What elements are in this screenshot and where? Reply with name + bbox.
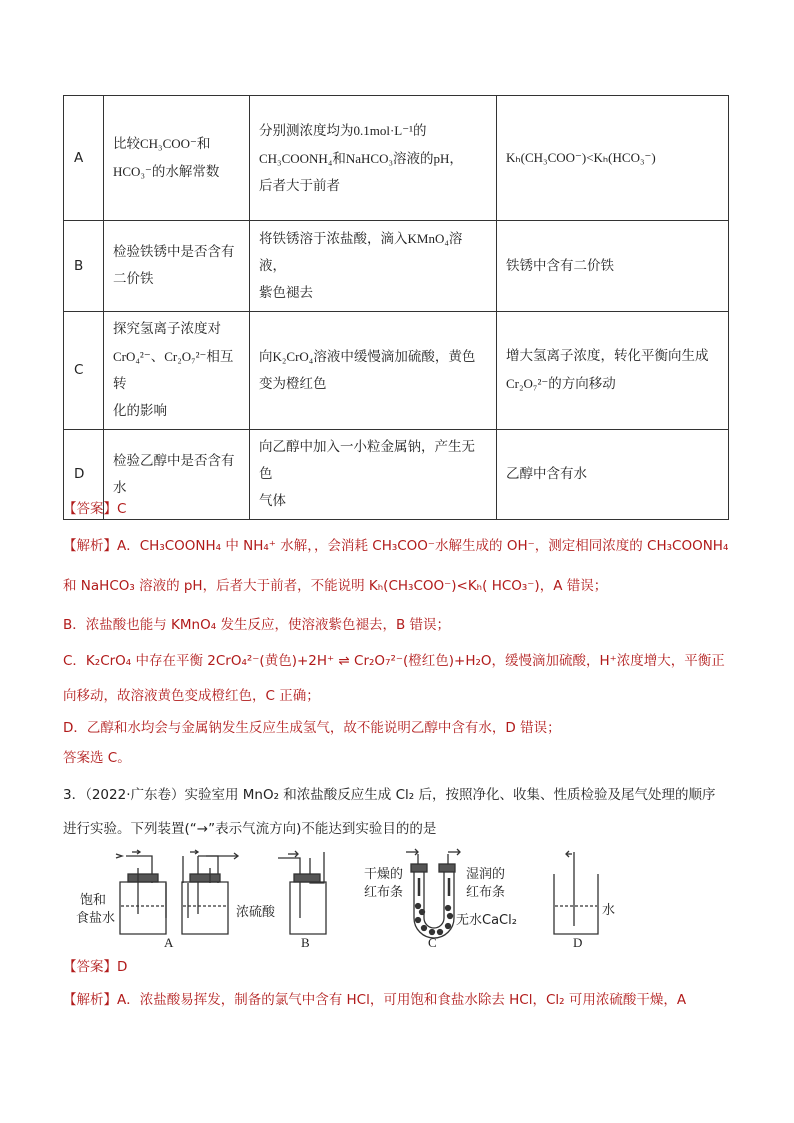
formula: 0.1mol·L⁻¹ [353,122,414,138]
operation-text: 后者大于前者 [259,177,340,194]
formula: KMnO₄ [407,231,449,246]
label-wet: 湿润的 [466,867,506,882]
label-dry: 干燥的 [364,867,404,882]
purpose-text: 、 [150,349,165,365]
analysis-tag: 【解析】 [63,992,117,1008]
operation-cell [250,96,497,221]
purpose-text: 相互转 [113,349,234,392]
option-cell: D [64,430,104,520]
caption-c: C [428,935,437,950]
formula: CH₃COONH₄ [259,150,333,166]
label-wet: 红布条 [466,885,506,900]
formula: pH [433,150,450,166]
purpose-cell [104,312,250,430]
operation-text: 向乙醇中加入一小粒金属钠，产生无色 [259,439,475,482]
conclusion-text: 增大氢离子浓度，转化平衡向生成 [506,348,709,364]
purpose-text: 水 [113,479,127,496]
answer-value: D [117,959,128,975]
table-row [64,430,729,520]
formula: Cr₂O₇²⁻ [164,349,207,364]
operation-cell [250,221,497,312]
analysis-tag: 【解析】 [63,538,117,554]
conclusion-cell [497,312,729,430]
operation-text: 分别测浓度均为 [259,122,354,139]
apparatus-c [406,849,460,938]
label-saturated: 饱和 [80,893,107,908]
caption-d: D [573,935,583,950]
operation-cell [250,312,497,430]
purpose-text: 的水解常数 [151,164,220,180]
analysis-text: A．浓盐酸易挥发，制备的氯气中含有 HCl，可用饱和食盐水除去 HCl，Cl₂ 可用浓硫酸干燥，A [117,992,687,1008]
formula: Kₕ(CH₃COO⁻)<Kₕ(HCO₃⁻) [506,150,656,165]
formula: HCO₃⁻ [113,164,152,179]
apparatus-b [278,851,326,934]
answer-line [63,957,127,977]
table-row [64,312,729,430]
purpose-cell [104,96,250,221]
apparatus-a [116,850,238,934]
answer-tag: 【答案】 [63,959,117,975]
purpose-text: 化的影响 [113,403,167,419]
operation-text: 向 [259,349,273,365]
formula: Cr₂O₇²⁻ [506,376,549,391]
purpose-text: 二价铁 [113,271,154,287]
purpose-text: 检验铁锈中是否含有 [113,244,235,260]
label-conc-acid: 浓硫酸 [236,905,276,920]
formula: K₂CrO₄ [272,349,314,364]
purpose-text: 探究氢离子浓度对 [113,321,221,337]
caption-a: A [164,935,174,950]
conclusion-cell [497,96,729,221]
experiment-table [63,95,729,520]
analysis-line: C．K₂CrO₄ 中存在平衡 2CrO₄²⁻(黄色)+2H⁺ ⇌ Cr₂O₇²⁻(橙红色)+H₂O，缓慢滴加硫酸，H⁺浓度增大，平衡正 [63,653,725,669]
apparatus-figure [76,848,648,950]
operation-text: 紫色褪去 [259,285,313,301]
operation-text: 气体 [259,493,286,509]
analysis-line: 答案选 C。 [63,750,131,766]
label-dry: 红布条 [364,885,404,900]
operation-text: 变为橙红色 [259,376,327,392]
answer-line [63,499,126,519]
question-line: 进行实验。下列装置(“→”表示气流方向)不能达到实验目的的是 [63,821,437,837]
operation-text: 溶液中缓慢滴加硫酸，黄色 [313,349,476,365]
analysis-line: B．浓盐酸也能与 KMnO₄ 发生反应，使溶液紫色褪去，B 错误； [63,617,450,633]
apparatus-d [554,851,598,934]
operation-text: 溶液， [259,231,463,274]
answer-tag: 【答案】 [63,501,117,517]
formula: CH₃COO⁻ [140,136,197,151]
purpose-cell [104,221,250,312]
conclusion-text: 的方向移动 [548,376,616,392]
analysis-text: A．CH₃COONH₄ 中 NH₄⁺ 水解，，会消耗 CH₃COO⁻水解生成的 OH⁻，测定相同浓度的 CH₃COONH₄ [117,538,729,554]
analysis-line: 和 NaHCO₃ 溶液的 pH，后者大于前者，不能说明 Kₕ(CH₃COO⁻)<Kₕ( HCO₃⁻)，A 错误； [63,578,608,594]
option-cell: B [64,221,104,312]
formula: CrO₄²⁻ [113,349,151,364]
table-row [64,221,729,312]
formula: NaHCO₃ [345,150,393,166]
answer-value: C [117,501,127,517]
operation-cell [250,430,497,520]
option-cell: C [64,312,104,430]
conclusion-cell: 铁锈中含有二价铁 [497,221,729,312]
caption-b: B [301,935,310,950]
question-line: 3．（2022·广东卷）实验室用 MnO₂ 和浓盐酸反应生成 Cl₂ 后，按照净化、收集、性质检验及尾气处理的顺序 [63,787,716,803]
operation-text: 和 [332,150,346,167]
operation-text: 将铁锈溶于浓盐酸，滴入 [259,231,408,247]
analysis-line: 向移动，故溶液黄色变成橙红色，C 正确； [63,688,320,704]
analysis-line [63,536,728,556]
label-cacl2: 无水CaCl₂ [456,913,517,928]
purpose-text: 比较 [113,136,140,152]
purpose-text: 和 [196,136,211,152]
label-water: 水 [602,903,616,918]
operation-text: 的 [413,122,427,139]
conclusion-cell: 乙醇中含有水 [497,430,729,520]
analysis-line [63,990,686,1010]
operation-text: ， [449,150,463,167]
purpose-text: 检验乙醇中是否含有 [113,452,235,469]
label-saturated: 食盐水 [76,911,116,926]
table-row [64,96,729,221]
analysis-line: D．乙醇和水均会与金属钠发生反应生成氢气，故不能说明乙醇中含有水，D 错误； [63,720,561,736]
option-cell: A [64,96,104,221]
operation-text: 溶液的 [393,150,434,167]
